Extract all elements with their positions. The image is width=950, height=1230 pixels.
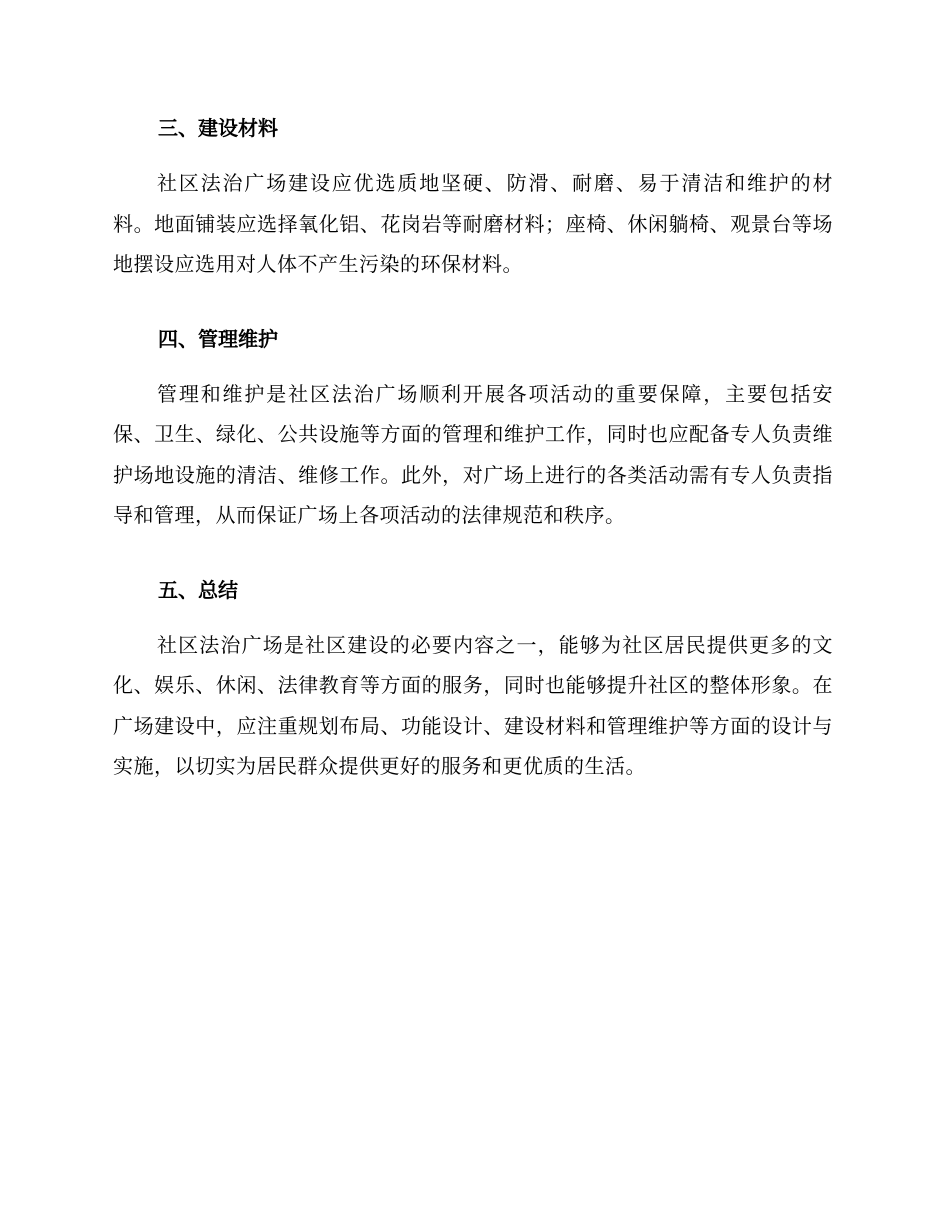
section-body-management: 管理和维护是社区法治广场顺利开展各项活动的重要保障，主要包括安保、卫生、绿化、公共设施等方面的管理和维护工作，同时也应配备专人负责维护场地设施的清洁、维修工作。此外，对广场上进行的各类活动需有专人负责指导和管理，从而保证广场上各项活动的法律规范和秩序。 <box>113 381 833 527</box>
section-heading-management: 四、管理维护 <box>158 326 278 351</box>
section-body-summary: 社区法治广场是社区建设的必要内容之一，能够为社区居民提供更多的文化、娱乐、休闲、法律教育等方面的服务，同时也能够提升社区的整体形象。在广场建设中，应注重规划布局、功能设计、建设材料和管理维护等方面的设计与实施，以切实为居民群众提供更好的服务和更优质的生活。 <box>113 632 833 778</box>
section-heading-summary: 五、总结 <box>158 577 238 602</box>
section-heading-materials: 三、建设材料 <box>158 116 278 140</box>
section-body-materials: 社区法治广场建设应优选质地坚硬、防滑、耐磨、易于清洁和维护的材料。地面铺装应选择氧化铝、花岗岩等耐磨材料；座椅、休闲躺椅、观景台等场地摆设应选用对人体不产生污染的环保材料。 <box>113 171 833 276</box>
document-page <box>113 108 833 787</box>
